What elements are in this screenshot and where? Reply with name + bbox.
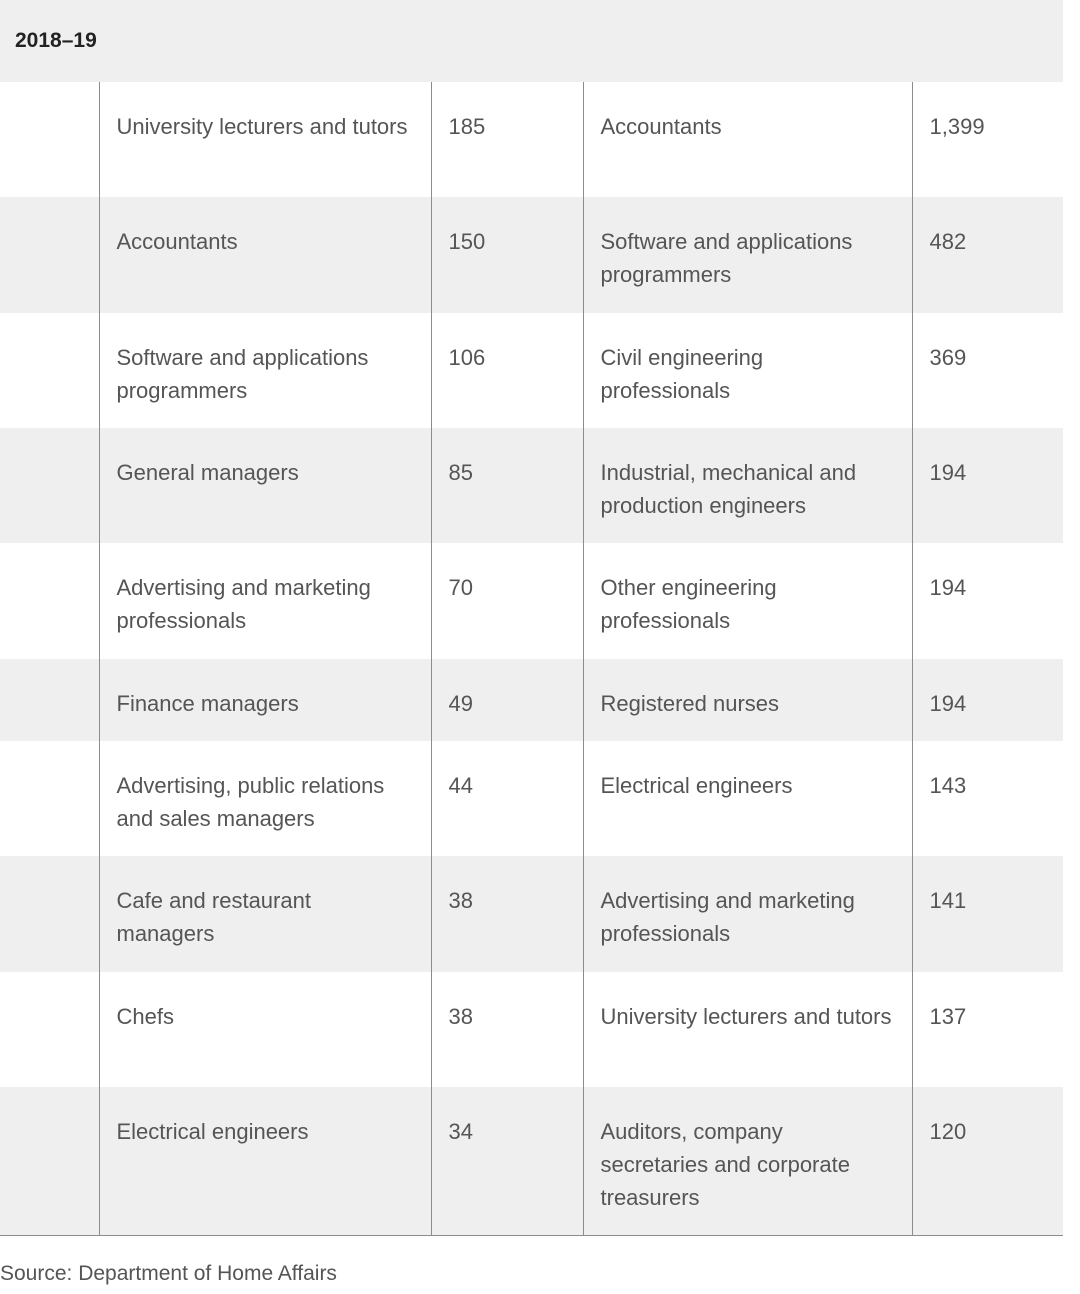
row-spacer-cell [0, 82, 99, 197]
value-b-cell: 194 [912, 659, 1063, 741]
table-row [0, 428, 1063, 543]
row-spacer-cell [0, 428, 99, 543]
row-spacer-cell [0, 1087, 99, 1235]
table-row [0, 741, 1063, 856]
table-row [0, 543, 1063, 659]
occupation-b-cell: Civil engineering professionals [583, 313, 912, 428]
table-row [0, 1087, 1063, 1235]
table-row [0, 197, 1063, 313]
value-b-cell: 1,399 [912, 82, 1063, 197]
table-row [0, 972, 1063, 1087]
section-header [0, 0, 1063, 82]
value-a-cell: 38 [431, 972, 583, 1087]
occupation-table [0, 82, 1063, 1236]
row-spacer-cell [0, 972, 99, 1087]
occupation-a-cell: Cafe and restaurant managers [99, 856, 431, 972]
occupation-a-cell: Electrical engineers [99, 1087, 431, 1235]
value-a-cell: 38 [431, 856, 583, 972]
source-note: Source: Department of Home Affairs [0, 1262, 337, 1285]
table-row [0, 856, 1063, 972]
occupation-b-cell: Other engineering professionals [583, 543, 912, 659]
occupation-b-cell: Advertising and marketing professionals [583, 856, 912, 972]
occupation-a-cell: Chefs [99, 972, 431, 1087]
value-a-cell: 34 [431, 1087, 583, 1235]
value-a-cell: 49 [431, 659, 583, 741]
occupation-b-cell: Accountants [583, 82, 912, 197]
occupation-b-cell: Auditors, company secretaries and corporate treasurers [583, 1087, 912, 1235]
row-spacer-cell [0, 543, 99, 659]
occupation-a-cell: University lecturers and tutors [99, 82, 431, 197]
value-b-cell: 194 [912, 428, 1063, 543]
row-spacer-cell [0, 741, 99, 856]
occupation-a-cell: Software and applications programmers [99, 313, 431, 428]
value-a-cell: 85 [431, 428, 583, 543]
occupation-a-cell: Advertising, public relations and sales managers [99, 741, 431, 856]
value-a-cell: 150 [431, 197, 583, 313]
row-spacer-cell [0, 313, 99, 428]
value-a-cell: 44 [431, 741, 583, 856]
value-a-cell: 106 [431, 313, 583, 428]
value-b-cell: 482 [912, 197, 1063, 313]
value-a-cell: 70 [431, 543, 583, 659]
value-b-cell: 369 [912, 313, 1063, 428]
row-spacer-cell [0, 856, 99, 972]
value-b-cell: 194 [912, 543, 1063, 659]
occupation-a-cell: Advertising and marketing professionals [99, 543, 431, 659]
row-spacer-cell [0, 659, 99, 741]
section-title: 2018–19 [15, 29, 97, 52]
table-row [0, 313, 1063, 428]
occupation-a-cell: Accountants [99, 197, 431, 313]
occupation-a-cell: Finance managers [99, 659, 431, 741]
value-b-cell: 137 [912, 972, 1063, 1087]
table-row [0, 659, 1063, 741]
occupation-a-cell: General managers [99, 428, 431, 543]
occupation-b-cell: Electrical engineers [583, 741, 912, 856]
value-b-cell: 141 [912, 856, 1063, 972]
table-row [0, 82, 1063, 197]
row-spacer-cell [0, 197, 99, 313]
value-a-cell: 185 [431, 82, 583, 197]
occupation-b-cell: Software and applications programmers [583, 197, 912, 313]
occupation-b-cell: Industrial, mechanical and production engineers [583, 428, 912, 543]
value-b-cell: 143 [912, 741, 1063, 856]
occupation-b-cell: University lecturers and tutors [583, 972, 912, 1087]
occupation-b-cell: Registered nurses [583, 659, 912, 741]
value-b-cell: 120 [912, 1087, 1063, 1235]
